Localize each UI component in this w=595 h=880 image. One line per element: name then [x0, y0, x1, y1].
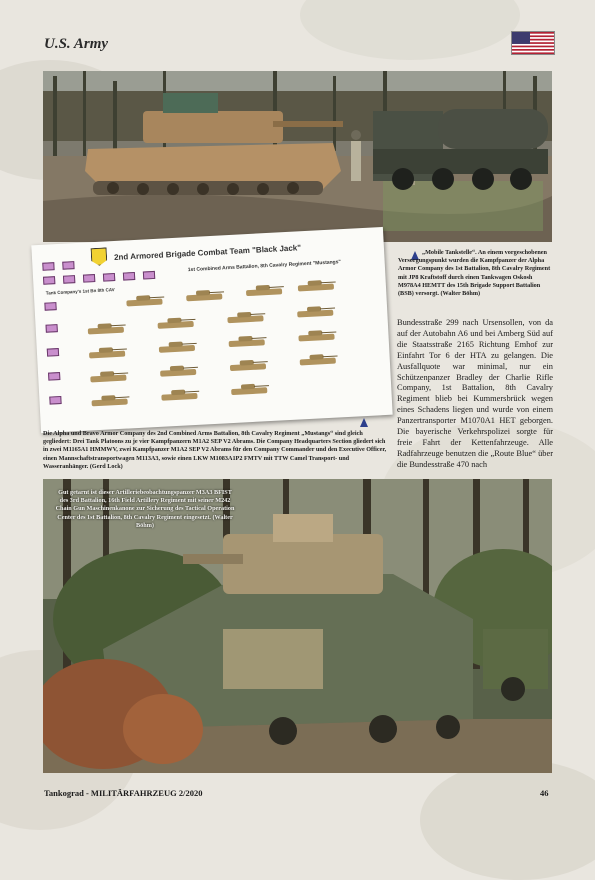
unit-symbol: [42, 262, 54, 271]
unit-symbol: [103, 273, 115, 282]
caption-marker-icon: [360, 418, 368, 427]
org-chart-title: 2nd Armored Brigade Combat Team "Black Jack": [113, 243, 302, 263]
tank-silhouette: [124, 292, 165, 306]
tank-silhouette: [155, 315, 196, 329]
tank-silhouette: [228, 357, 269, 371]
body-text: Bundesstraße 299 nach Ursensollen, von da auf der Autobahn A6 und bei Amberg Süd auf die Staatsstraße 2165 Richtung Emhof zur Einfahrt Tor 6 der HTA zu gelangen. Die Ausfallquote war minimal, nur ein Schützenpanzer Bradley der Charlie Rifle Company, 1st Battalion, 8th Cavalry Regiment blieb bei Kummersbrück wegen eines Schadens liegen und wurde von einem Panzertransporter M1070A1 HET geborgen. Die bayerische Verkehrspolizei sorgte für freie Fahrt der Kettenfahrzeuge. Alle Radfahrzeuge benutzen die „Route Blue“ über die Bundesstraße 470 nach: [397, 318, 553, 469]
unit-symbol: [49, 396, 61, 405]
tank-silhouette: [225, 309, 266, 323]
unit-symbol: [63, 275, 75, 284]
tank-silhouette: [184, 287, 225, 301]
photo-top-caption: „Mobile Tankstelle“. An einem vorgeschobenen Versorgungspunkt wurden die Kampfpanzer der Alpha Armor Company des 1st Battalion, 8th Cavalry Regiment mit JP8 Kraftstoff durch einen Tankwagen Oskosh M978A4 HEMTT des 15th Brigade Support Battalion (BSB) versorgt. (Walter Böhm): [398, 249, 551, 298]
photo-refueling-tanks: [43, 71, 552, 242]
tank-silhouette: [229, 381, 270, 395]
tank-silhouette: [226, 333, 267, 347]
tank-silhouette: [244, 282, 285, 296]
camo-pattern: [420, 760, 595, 880]
cavalry-insignia-icon: [91, 247, 108, 266]
org-chart-caption: Die Alpha und Bravo Armor Company des 2nd Combined Arms Battalion, 8th Cavalry Regiment „Mustangs“ sind gleich gegliedert: Drei Tank Platoons zu je vier Kampfpanzern M1A2 SEP V2 Abrams. Die Company Headquarters Section gliedert sich in zwei M1165A1 HMMWV, zwei Kampfpanzer M1A2 SEP V2 Abrams für den Company Commander und den Executive Officer, einen Mannschaftstransportwagen M113A3, sowie einen LKW M1083A1P2 FMTV mit TTW Camel Transport- und Wasseranhänger. (Gerd Lock): [43, 430, 387, 470]
unit-symbol: [43, 276, 55, 285]
photo-bottom-caption: Gut getarnt ist dieser Artilleriebeobachtungspanzer M3A3 BFIST des 3rd Battalion, 16th Field Artillery Regiment mit seiner M242 Chain Gun Maschinenkanone zur Sicherung des Tactical Operation Center des 1st Battalion, 8th Cavalry Regiment eingesetzt. (Walter Böhm): [55, 489, 235, 529]
tank-silhouette: [85, 321, 126, 335]
tank-silhouette: [296, 328, 337, 342]
unit-symbol: [44, 302, 56, 311]
tank-silhouette: [89, 392, 130, 406]
unit-symbol: [83, 274, 95, 283]
tank-silhouette: [297, 351, 338, 365]
tank-silhouette: [156, 339, 197, 353]
page-section-title: U.S. Army: [44, 36, 109, 52]
page-number: 46: [540, 788, 549, 798]
unit-symbol: [45, 324, 57, 333]
unit-symbol: [143, 271, 155, 280]
tank-silhouette: [295, 304, 336, 318]
us-flag-icon: [511, 31, 555, 55]
org-chart-subtitle: 1st Combined Arms Battalion, 8th Cavalry Regiment "Mustangs": [187, 259, 341, 274]
tank-silhouette: [88, 368, 129, 382]
unit-symbol: [48, 372, 60, 381]
camo-pattern: [300, 0, 520, 60]
tank-silhouette: [295, 277, 336, 291]
tank-silhouette: [159, 387, 200, 401]
unit-symbol: [123, 272, 135, 281]
tank-silhouette: [87, 344, 128, 358]
publication-footer: Tankograd - MILITÄRFAHRZEUG 2/2020: [44, 788, 203, 798]
unit-symbol: [47, 348, 59, 357]
org-chart-section-label: Tank Company's 1st Bn 8th CAV: [45, 287, 115, 296]
org-chart-image: [31, 227, 392, 433]
tank-silhouette: [158, 363, 199, 377]
unit-symbol: [62, 261, 74, 270]
